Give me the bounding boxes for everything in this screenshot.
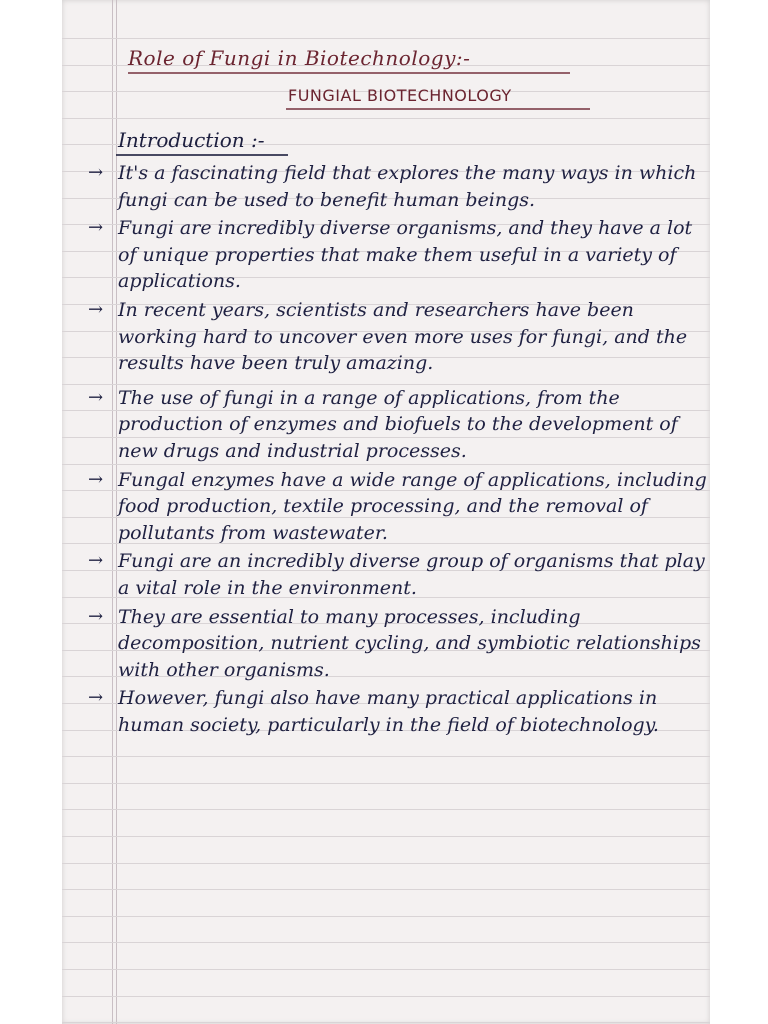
bullet-text: Fungi are an incredibly diverse group of organisms that play a vital role in the environment. — [118, 550, 705, 599]
subtitle-underline — [286, 108, 590, 110]
ruled-line — [62, 969, 710, 970]
bullet-text: In recent years, scientists and researchers have been working hard to uncover even more uses for fungi, and the results have been truly amazing. — [118, 298, 688, 375]
ruled-line — [62, 1022, 710, 1023]
bullet-text: However, fungi also have many practical applications in human society, particularly in the field of biotechnology. — [118, 687, 659, 736]
arrow-icon: → — [88, 605, 104, 627]
bullet-item — [88, 215, 708, 295]
arrow-icon: → — [88, 468, 104, 490]
bullet-text: It's a fascinating field that explores the many ways in which fungi can be used to benefit human beings. — [118, 162, 697, 211]
bullet-text: The use of fungi in a range of applications, from the production of enzymes and biofuels to the development of new drugs and industrial processes. — [118, 386, 678, 462]
ruled-line — [62, 756, 710, 757]
section-heading: Introduction :- — [118, 128, 265, 152]
bullet-list — [88, 160, 708, 738]
bullet-item — [88, 160, 708, 213]
bullet-item — [88, 385, 708, 465]
arrow-icon: → — [88, 386, 104, 408]
bullet-item — [88, 685, 708, 738]
arrow-icon: → — [88, 687, 104, 709]
page-subtitle: FUNGIAL BIOTECHNOLOGY — [288, 86, 512, 105]
page-title: Role of Fungi in Biotechnology:- — [128, 46, 471, 70]
heading-underline — [116, 154, 288, 156]
ruled-line — [62, 38, 710, 39]
arrow-icon: → — [88, 550, 104, 572]
bullet-item — [88, 548, 708, 601]
bullet-item — [88, 604, 708, 684]
ruled-line — [62, 942, 710, 943]
title-underline — [128, 72, 570, 74]
bullet-item — [88, 297, 708, 377]
ruled-line — [62, 996, 710, 997]
ruled-line — [62, 889, 710, 890]
arrow-icon: → — [88, 162, 104, 183]
ruled-line — [62, 783, 710, 784]
bullet-text: They are essential to many processes, including decomposition, nutrient cycling, and symbiotic relationships with other organisms. — [118, 605, 701, 681]
ruled-line — [62, 809, 710, 810]
bullet-item — [88, 467, 708, 547]
arrow-icon: → — [88, 217, 104, 239]
ruled-line — [62, 863, 710, 864]
ruled-line — [62, 118, 710, 119]
ruled-line — [62, 916, 710, 917]
arrow-icon: → — [88, 298, 104, 320]
bullet-text: Fungi are incredibly diverse organisms, and they have a lot of unique properties that make them useful in a variety of applications. — [118, 217, 693, 293]
ruled-line — [62, 836, 710, 837]
bullet-text: Fungal enzymes have a wide range of applications, including food production, textile processing, and the removal of pollutants from wastewater. — [118, 468, 707, 544]
